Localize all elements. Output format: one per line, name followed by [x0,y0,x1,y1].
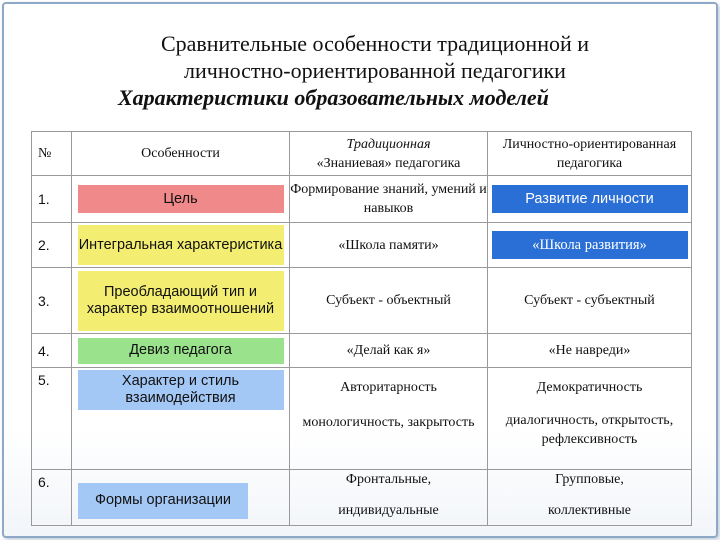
row-feature [72,176,290,223]
personal-label: «Школа развития» [492,231,688,259]
table-row [32,334,692,368]
personal-label: Развитие личности [492,185,688,213]
row-feature [72,334,290,368]
table-row [32,176,692,223]
header-feature: Особенности [72,132,290,176]
feature-label: Интегральная характеристика [78,225,284,265]
row-num: 3. [32,268,72,334]
table-header-row [32,132,692,176]
header-traditional [290,132,488,176]
traditional-line-b: монологичность, закрытость [302,415,475,430]
traditional-line-b: индивидуальные [338,503,439,518]
row-traditional [290,470,488,526]
header-personal-line2: педагогика [556,155,623,171]
feature-label: Формы организации [78,483,248,519]
row-traditional: Субъект - объектный [290,268,488,334]
row-feature [72,223,290,268]
header-personal [488,132,692,176]
row-feature [72,470,290,526]
header-traditional-line2: «Знаниевая» педагогика [316,155,461,171]
row-num: 4. [32,334,72,368]
header-num: № [32,132,72,176]
row-num: 2. [32,223,72,268]
table-row [32,268,692,334]
table-row [32,470,692,526]
comparison-table [31,131,692,526]
traditional-line-a: Авторитарность [340,380,437,395]
personal-line-a: Демократичность [536,380,643,395]
row-personal: «Не навреди» [488,334,692,368]
row-feature [72,268,290,334]
feature-label: Девиз педагога [78,338,284,364]
traditional-line-a: Фронтальные, [345,472,432,487]
header-traditional-line1: Традиционная [346,136,431,152]
row-traditional [290,368,488,470]
title-line-1: Сравнительные особенности традиционной и [160,31,590,56]
title-line-2: личностно-ориентированной педагогики [184,58,566,83]
slide-title [40,30,700,111]
row-num: 1. [32,176,72,223]
row-num: 5. [32,368,72,470]
row-personal: Субъект - субъектный [488,268,692,334]
row-feature [72,368,290,470]
row-personal [488,470,692,526]
row-personal [488,176,692,223]
row-traditional: Формирование знаний, умений и навыков [290,176,488,223]
row-personal [488,368,692,470]
table-row [32,368,692,470]
feature-label: Преобладающий тип и характер взаимоотношений [78,271,284,331]
title-line-3: Характеристики образовательных моделей [118,85,549,110]
feature-label: Цель [78,185,284,213]
row-traditional: «Делай как я» [290,334,488,368]
personal-line-a: Групповые, [555,472,624,487]
row-personal [488,223,692,268]
personal-line-b: коллективные [547,503,632,518]
personal-line-b: диалогичность, открытость, рефлексивность [505,413,674,447]
feature-label: Характер и стиль взаимодействия [78,370,284,410]
header-personal-line1: Личностно-ориентированная [502,136,677,152]
row-num: 6. [32,470,72,526]
table-row [32,223,692,268]
row-traditional: «Школа памяти» [290,223,488,268]
